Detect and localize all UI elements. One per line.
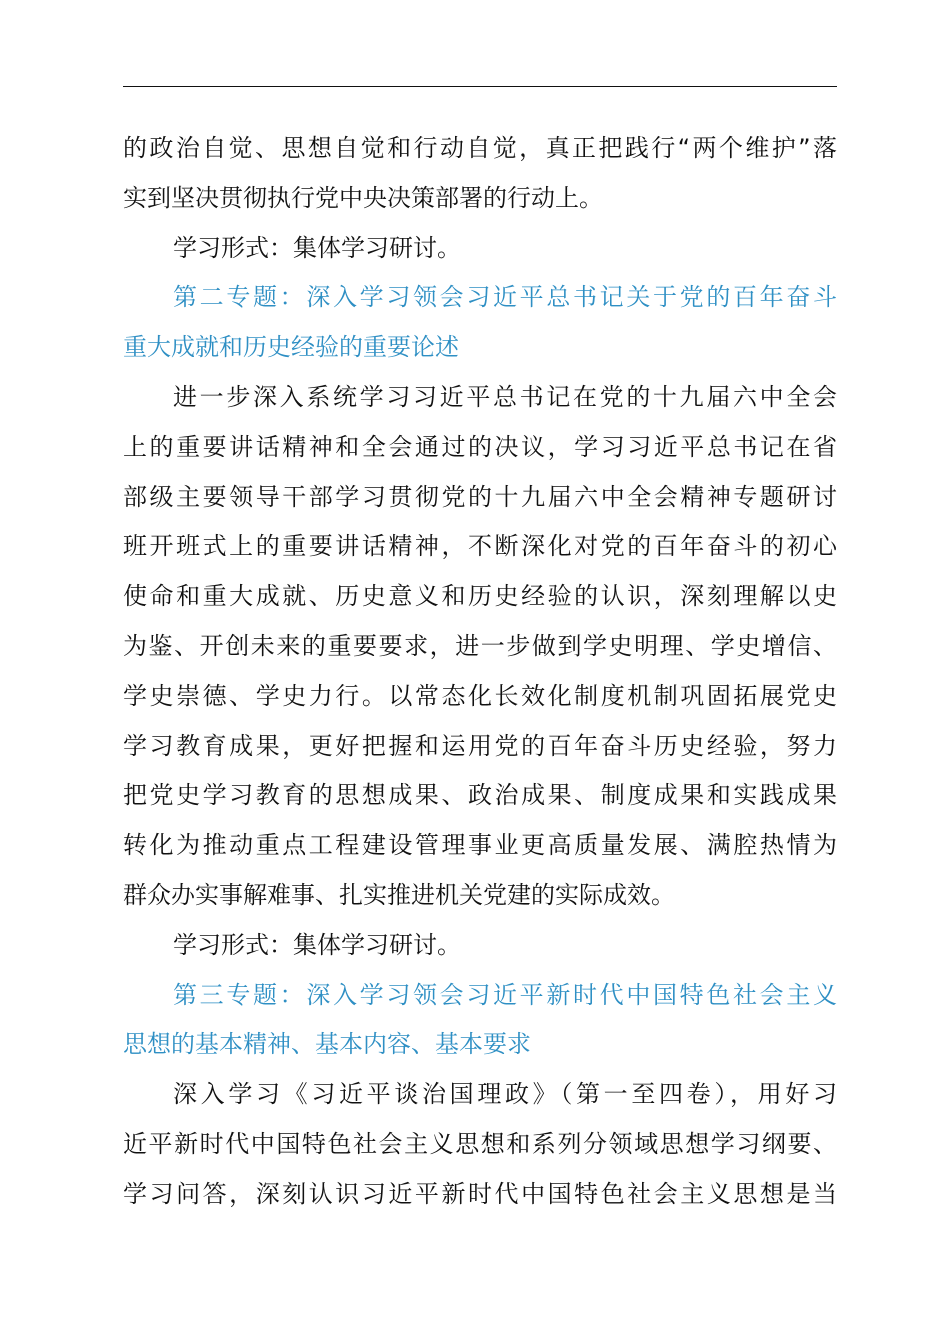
paragraph-continuation bbox=[123, 124, 837, 224]
text-line: 为鉴、开创未来的重要要求，进一步做到学史明理、学史增信、 bbox=[123, 631, 837, 660]
text-line: 的政治自觉、思想自觉和行动自觉，真正把践行“两个维护”落 bbox=[123, 134, 837, 162]
text-line: 转化为推动重点工程建设管理事业更高质量发展、满腔热情为 bbox=[123, 831, 837, 860]
topic-3-paragraph bbox=[123, 1070, 837, 1219]
study-format-1 bbox=[123, 224, 837, 274]
heading-line: 思想的基本精神、基本内容、基本要求 bbox=[123, 1030, 531, 1059]
header-rule bbox=[123, 86, 837, 87]
topic-heading-3 bbox=[123, 971, 837, 1071]
topic-heading-2 bbox=[123, 273, 837, 373]
document-body bbox=[123, 124, 837, 1220]
text-line: 进一步深入系统学习习近平总书记在党的十九届六中全会 bbox=[173, 382, 837, 411]
text-line: 学习形式：集体学习研讨。 bbox=[173, 930, 461, 959]
text-line: 把党史学习教育的思想成果、政治成果、制度成果和实践成果 bbox=[123, 781, 837, 810]
text-line: 深入学习《习近平谈治国理政》（第一至四卷），用好习 bbox=[173, 1080, 837, 1109]
text-line: 学史崇德、学史力行。以常态化长效化制度机制巩固拓展党史 bbox=[123, 681, 837, 710]
text-line: 使命和重大成就、历史意义和历史经验的认识，深刻理解以史 bbox=[123, 582, 837, 611]
text-line: 学习问答，深刻认识习近平新时代中国特色社会主义思想是当 bbox=[123, 1179, 837, 1208]
text-line: 学习教育成果，更好把握和运用党的百年奋斗历史经验，努力 bbox=[123, 731, 837, 760]
study-format-2 bbox=[123, 921, 837, 971]
text-line: 近平新时代中国特色社会主义思想和系列分领域思想学习纲要、 bbox=[123, 1129, 837, 1158]
text-line: 群众办实事解难事、扎实推进机关党建的实际成效。 bbox=[123, 880, 675, 909]
text-line: 部级主要领导干部学习贯彻党的十九届六中全会精神专题研讨 bbox=[123, 482, 837, 511]
heading-line: 第三专题：深入学习领会习近平新时代中国特色社会主义 bbox=[173, 980, 837, 1009]
heading-line: 重大成就和历史经验的重要论述 bbox=[123, 333, 459, 362]
text-line: 实到坚决贯彻执行党中央决策部署的行动上。 bbox=[123, 183, 603, 212]
text-line: 学习形式：集体学习研讨。 bbox=[173, 233, 461, 262]
text-line: 上的重要讲话精神和全会通过的决议，学习习近平总书记在省 bbox=[123, 432, 837, 461]
topic-2-paragraph bbox=[123, 373, 837, 921]
text-line: 班开班式上的重要讲话精神，不断深化对党的百年奋斗的初心 bbox=[123, 532, 837, 561]
heading-line: 第二专题：深入学习领会习近平总书记关于党的百年奋斗 bbox=[173, 283, 837, 312]
